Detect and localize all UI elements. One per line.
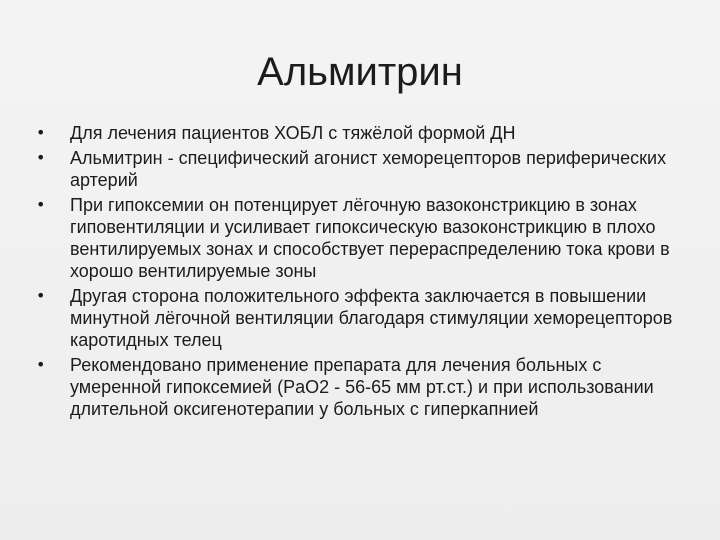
list-item	[36, 194, 676, 282]
slide-title: Альмитрин	[257, 50, 463, 94]
list-item	[36, 354, 676, 420]
bullet-text: Альмитрин - специфический агонист хеморецепторов периферических артерий	[70, 148, 667, 190]
bullet-icon: •	[36, 123, 46, 142]
bullet-text: Другая сторона положительного эффекта заключается в повышении минутной лёгочной вентиляции благодаря стимуляции хеморецепторов каротидных телец	[70, 286, 673, 350]
list-item	[36, 147, 676, 191]
bullet-text: При гипоксемии он потенцирует лёгочную вазоконстрикцию в зонах гиповентиляции и усиливает гипоксическую вазоконстрикцию в плохо вентилируемых зонах и способствует перераспределению тока крови в хорошо вентилируемые зоны	[70, 195, 670, 281]
list-item	[36, 285, 676, 351]
bullet-text: Для лечения пациентов ХОБЛ с тяжёлой формой ДН	[70, 123, 516, 143]
bullet-icon: •	[36, 286, 46, 305]
bullet-text: Рекомендовано применение препарата для лечения больных с умеренной гипоксемией (PaO2 - 56-65 мм рт.ст.) и при использовании длительной оксигенотерапии у больных с гиперкапнией	[70, 355, 654, 419]
bullet-icon: •	[36, 148, 46, 167]
list-item	[36, 122, 676, 144]
bullet-icon: •	[36, 355, 46, 374]
bullet-icon: •	[36, 195, 46, 214]
bullet-list	[36, 122, 676, 423]
